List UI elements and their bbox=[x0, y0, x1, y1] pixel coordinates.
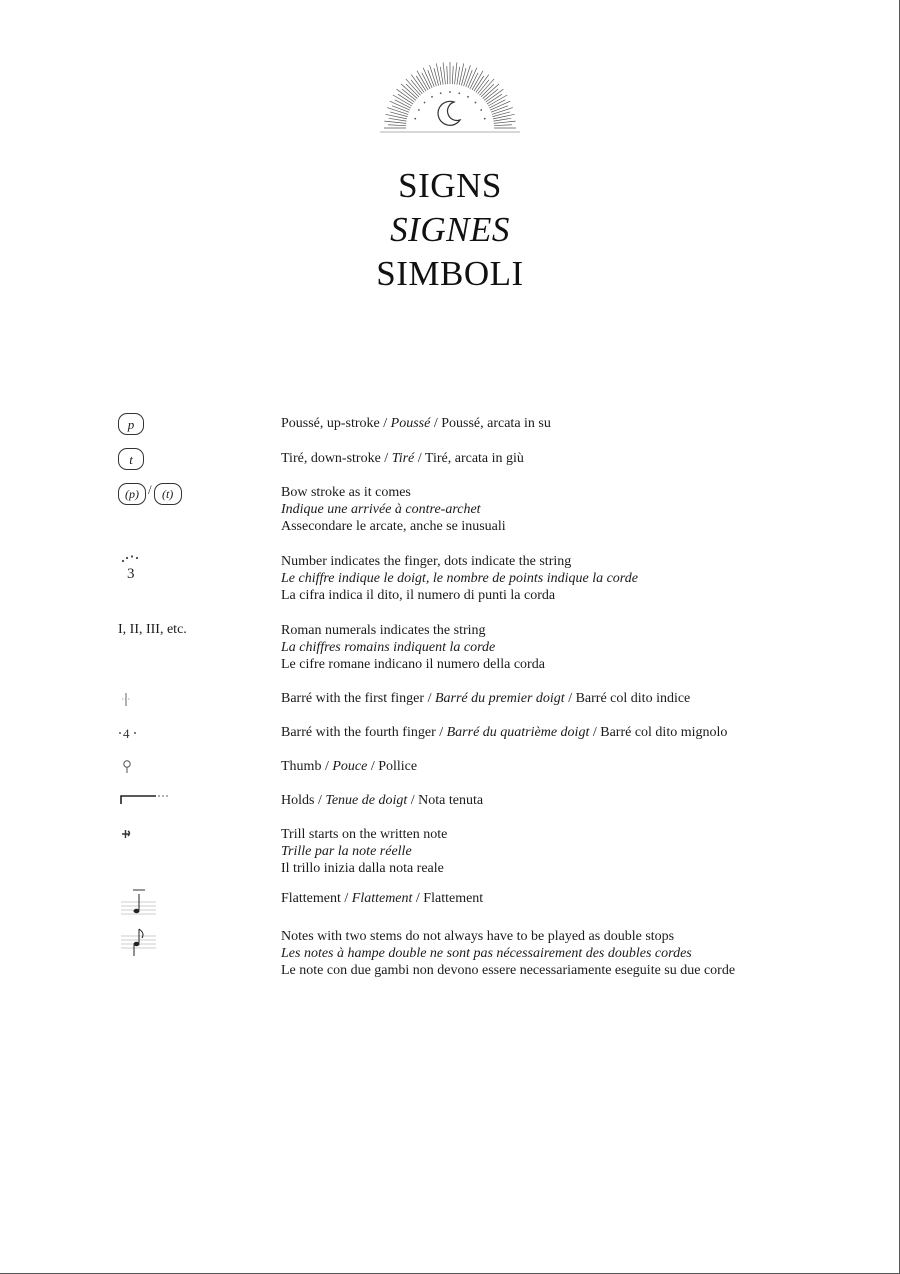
sign-description bbox=[281, 792, 881, 809]
description-line bbox=[281, 656, 881, 673]
description-text: Flattement / bbox=[281, 891, 352, 906]
description-line bbox=[281, 945, 881, 962]
sign-symbol bbox=[118, 824, 268, 858]
description-text: / Barré col dito mignolo bbox=[589, 725, 728, 740]
hold-line-icon bbox=[118, 790, 174, 814]
description-text: / Tiré, arcata in giù bbox=[414, 451, 524, 466]
sign-description bbox=[281, 690, 881, 707]
sign-symbol bbox=[118, 413, 268, 447]
description-text: / Barré col dito indice bbox=[564, 691, 691, 706]
flattement-staff-icon bbox=[118, 888, 160, 922]
pousse-circle-icon: p bbox=[118, 413, 144, 435]
french-text: Tiré bbox=[391, 451, 415, 466]
sign-symbol bbox=[118, 688, 268, 722]
sun-moon-emblem-icon bbox=[380, 50, 520, 140]
tire-circle-icon: t bbox=[118, 448, 144, 470]
description-text: / Flattement bbox=[412, 891, 484, 906]
sign-symbol bbox=[118, 790, 268, 824]
description-line bbox=[281, 415, 881, 432]
french-text: Flattement bbox=[351, 891, 413, 906]
description-text: Il trillo inizia dalla nota reale bbox=[281, 861, 444, 876]
roman-numerals: I, II, III, etc. bbox=[118, 622, 187, 637]
separator: / bbox=[148, 482, 152, 497]
french-text: Poussé bbox=[390, 416, 431, 431]
sign-description bbox=[281, 928, 881, 979]
description-text: / Pollice bbox=[367, 759, 418, 774]
description-text: Notes with two stems do not always have to be played as double stops bbox=[281, 929, 675, 944]
description-line bbox=[281, 450, 881, 467]
description-line bbox=[281, 553, 881, 570]
description-line bbox=[281, 501, 881, 518]
description-text: Poussé, up-stroke / bbox=[281, 416, 391, 431]
double-stem-note-icon bbox=[118, 926, 160, 962]
sign-description bbox=[281, 450, 881, 467]
description-line bbox=[281, 843, 881, 860]
french-text: Les notes à hampe double ne sont pas nécessairement des doubles cordes bbox=[281, 946, 692, 961]
sign-description bbox=[281, 484, 881, 535]
finger-dots-icon bbox=[118, 551, 148, 585]
title-italian: SIMBOLI bbox=[376, 254, 524, 293]
french-text: Indique une arrivée à contre-archet bbox=[281, 502, 481, 517]
description-line bbox=[281, 860, 881, 877]
sign-symbol bbox=[118, 756, 268, 790]
sign-description bbox=[281, 758, 881, 775]
pousse-bracket-icon: (p) bbox=[118, 483, 146, 505]
description-line bbox=[281, 962, 881, 979]
description-line bbox=[281, 570, 881, 587]
barre-first-icon bbox=[118, 688, 138, 712]
description-text: Assecondare le arcate, anche se inusuali bbox=[281, 519, 506, 534]
description-text: Holds / bbox=[281, 793, 326, 808]
description-text: Number indicates the finger, dots indicate the string bbox=[281, 554, 572, 569]
description-line bbox=[281, 690, 881, 707]
sign-symbol bbox=[118, 888, 268, 922]
description-line bbox=[281, 639, 881, 656]
description-line bbox=[281, 928, 881, 945]
description-line bbox=[281, 484, 881, 501]
description-text: Trill starts on the written note bbox=[281, 827, 448, 842]
title-french: SIGNES bbox=[390, 210, 510, 249]
description-line bbox=[281, 758, 881, 775]
description-text: Le note con due gambi non devono essere necessariamente eseguite su due corde bbox=[281, 963, 736, 978]
french-text: Trille par la note réelle bbox=[281, 844, 412, 859]
french-text: Le chiffre indique le doigt, le nombre de points indique la corde bbox=[281, 571, 638, 586]
sign-symbol bbox=[118, 448, 268, 482]
description-line bbox=[281, 792, 881, 809]
sign-description bbox=[281, 724, 881, 741]
thumb-icon bbox=[118, 756, 138, 780]
description-text: La cifra indica il dito, il numero di punti la corda bbox=[281, 588, 556, 603]
tire-bracket-icon: (t) bbox=[154, 483, 182, 505]
description-text: Barré with the fourth finger / bbox=[281, 725, 447, 740]
sign-symbol bbox=[118, 482, 268, 516]
french-text: Tenue de doigt bbox=[325, 793, 408, 808]
trill-cross-icon bbox=[118, 824, 138, 848]
description-text: Bow stroke as it comes bbox=[281, 485, 411, 500]
sign-symbol bbox=[118, 620, 268, 654]
french-text: Pouce bbox=[332, 759, 368, 774]
sign-symbol bbox=[118, 926, 268, 960]
description-text: Roman numerals indicates the string bbox=[281, 623, 486, 638]
sign-description bbox=[281, 415, 881, 432]
sign-symbol bbox=[118, 551, 268, 585]
description-text: Tiré, down-stroke / bbox=[281, 451, 392, 466]
description-line bbox=[281, 724, 881, 741]
description-text: Thumb / bbox=[281, 759, 333, 774]
sign-description bbox=[281, 826, 881, 877]
description-text: / Poussé, arcata in su bbox=[430, 416, 551, 431]
sign-description bbox=[281, 890, 881, 907]
description-line bbox=[281, 587, 881, 604]
finger-number: 3 bbox=[127, 566, 135, 582]
description-line bbox=[281, 826, 881, 843]
page-title bbox=[0, 164, 900, 296]
description-text: Barré with the first finger / bbox=[281, 691, 435, 706]
description-text: / Nota tenuta bbox=[407, 793, 484, 808]
barre-fourth-icon bbox=[118, 722, 140, 746]
sign-description bbox=[281, 553, 881, 604]
description-line bbox=[281, 622, 881, 639]
sign-symbol bbox=[118, 722, 268, 756]
sign-description bbox=[281, 622, 881, 673]
description-line bbox=[281, 890, 881, 907]
french-text: Barré du quatrième doigt bbox=[446, 725, 590, 740]
french-text: La chiffres romains indiquent la corde bbox=[281, 640, 496, 655]
french-text: Barré du premier doigt bbox=[434, 691, 565, 706]
barre-finger-number: 4 bbox=[123, 726, 130, 741]
title-english: SIGNS bbox=[398, 166, 502, 205]
description-line bbox=[281, 518, 881, 535]
description-text: Le cifre romane indicano il numero della corda bbox=[281, 657, 545, 672]
